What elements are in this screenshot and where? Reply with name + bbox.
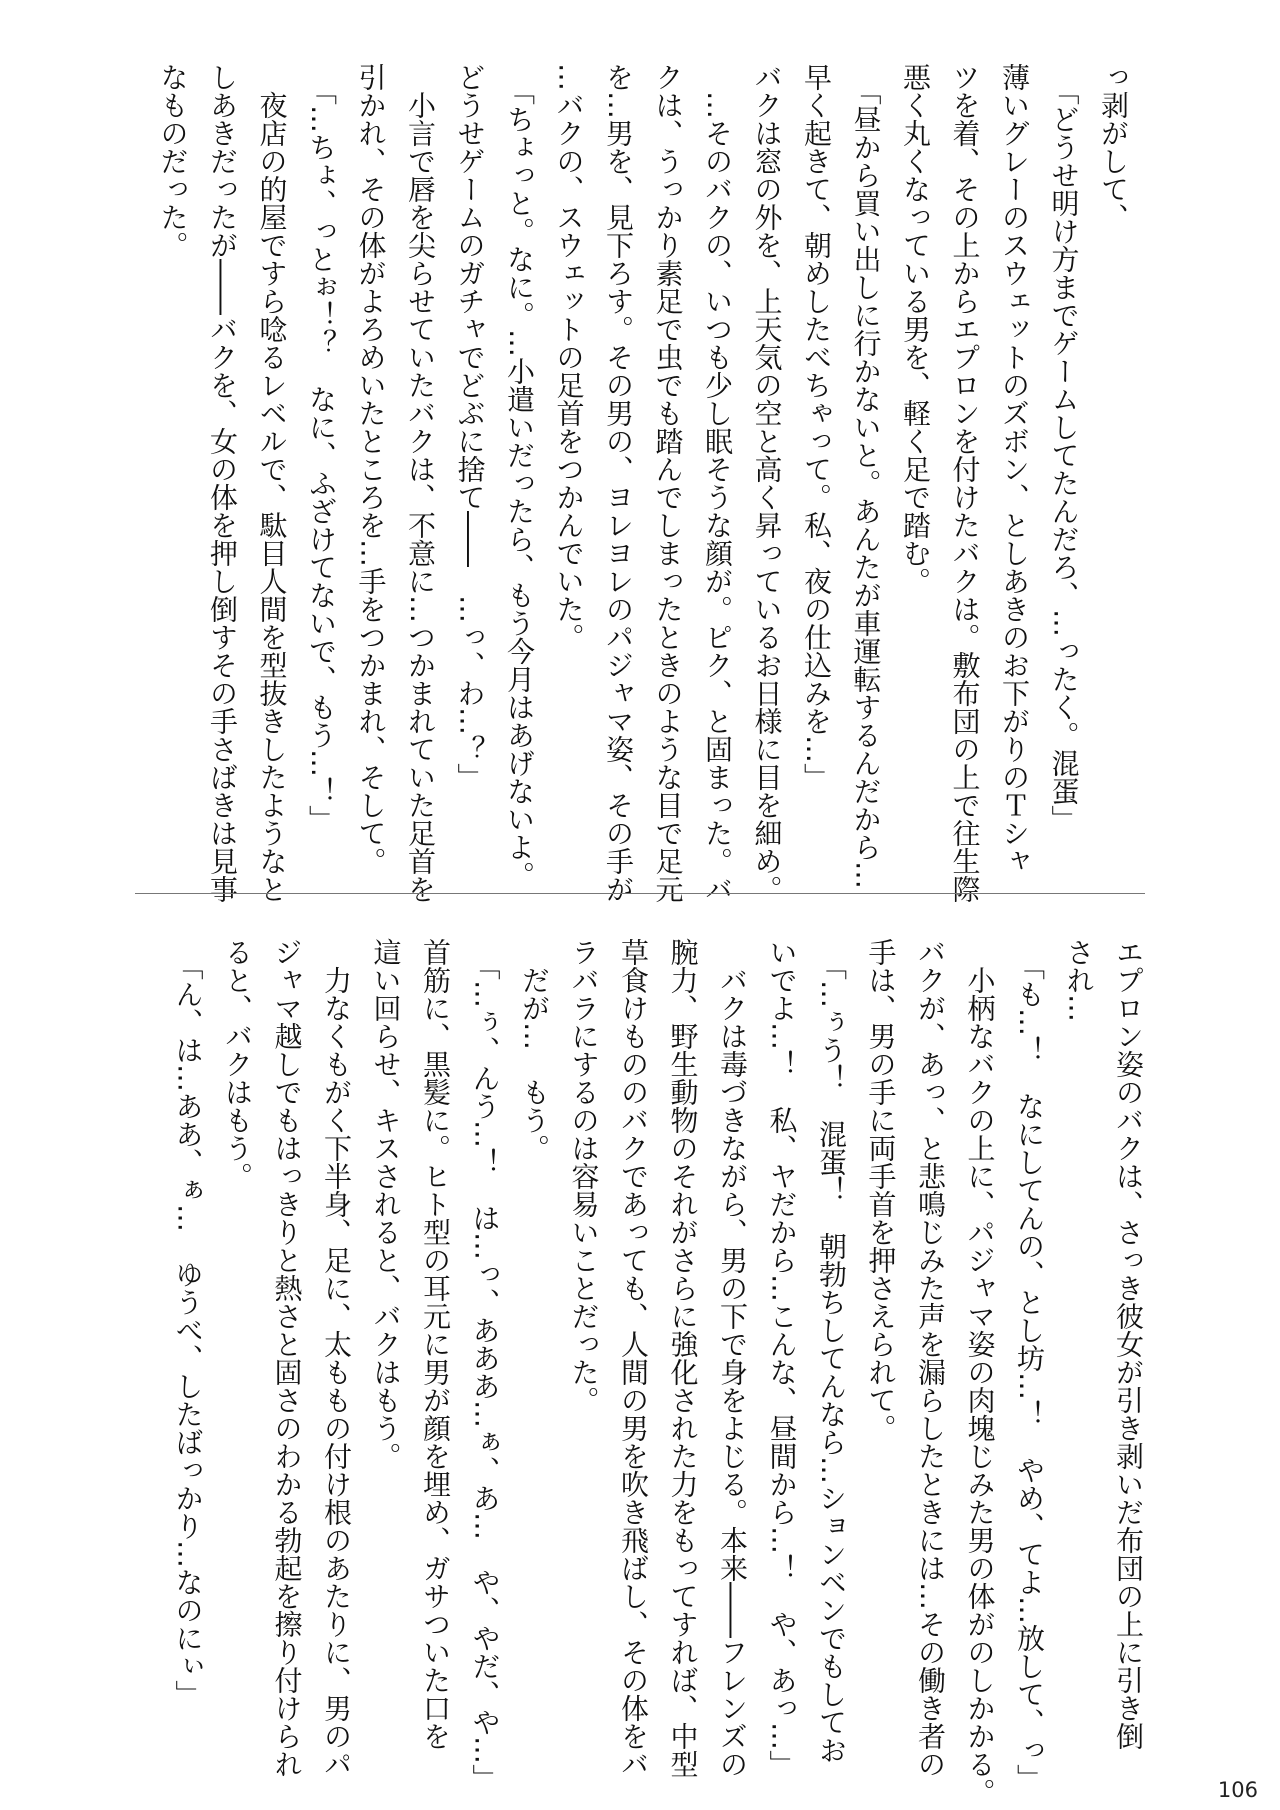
text-line: 「昼から買い出しに行かないと。あんたが車運転するんだから… [849, 63, 883, 889]
text-line: 「…ぅう！ 混蛋！ 朝勃ちしてんなら…ションベンでもしてお [815, 938, 848, 1764]
text-line: 這い回らせ、キスされると、バクはもう。 [369, 938, 403, 1470]
text-line: エプロン姿のバクは、さっき彼女が引き剥いだ布団の上に引き倒 [1112, 938, 1145, 1750]
text-line: 力なくもがく下半身、足に、太ももの付け根のあたりに、男のパ [320, 938, 353, 1778]
text-line: され… [1062, 938, 1096, 1022]
text-line: 夜店の的屋ですら唸るレベルで、駄目人間を型抜きしたようなと [255, 63, 289, 903]
text-line: 悪く丸くなっている男を、軽く足で踏む。 [899, 63, 932, 595]
text-line: 手は、男の手に両手首を押さえられて。 [864, 938, 898, 1442]
text-line: しあきだったが――バクを、女の体を押し倒すその手さばきは見事 [206, 63, 239, 903]
text-line: 小柄なバクの上に、パジャマ姿の肉塊じみた男の体がのしかかる。 [963, 938, 997, 1806]
text-line: …そのバクの、いつも少し眠そうな顔が。ピク、と固まった。バ [701, 63, 734, 903]
page-number: 106 [1217, 1778, 1258, 1802]
text-line: 「…ちょ、っとぉ！？ なに、ふざけてないで、もう…！」 [305, 63, 338, 833]
text-line: バクが、あっ、と悲鳴じみた声を漏らしたときには…その働き者の [914, 938, 947, 1778]
text-line: だが… もう。 [518, 938, 551, 1162]
top-text-block [148, 63, 1138, 903]
text-line: 「ん、は…ああ、ぁ… ゆうべ、したばっかり…なのにぃ」 [171, 938, 205, 1708]
text-line: ラバラにするのは容易いことだった。 [567, 938, 601, 1414]
text-line: ジャマ越しでもはっきりと熱さと固さのわかる勃起を擦り付けられ [270, 938, 304, 1778]
text-line: ると、バクはもう。 [221, 938, 254, 1190]
text-line: 引かれ、その体がよろめいたところを…手をつかまれ、そして。 [354, 63, 388, 875]
section-divider [135, 893, 1145, 894]
text-line: バクは窓の外を、上天気の空と高く昇っているお日様に目を細め。 [750, 63, 784, 903]
text-line: を…男を、見下ろす。その男の、ヨレヨレのパジャマ姿、その手が [602, 63, 635, 903]
text-line: 薄いグレーのスウェットのズボン、としあきのお下がりのＴシャ [998, 63, 1031, 875]
text-line: 「ちょっと。なに。…小遣いだったら、もう今月はあげないよ。 [503, 63, 536, 889]
text-line: 「…ぅ、んう…！ は…っ、あああ…ぁ、あ… や、やだ、や…」 [468, 938, 502, 1792]
text-line: バクは毒づきながら、男の下で身をよじる。本来――フレンズの [716, 938, 749, 1778]
text-line: クは、うっかり素足で虫でも踏んでしまったときのような目で足元 [651, 63, 685, 903]
text-line: いでよ…！ 私、ヤだから…こんな、昼間から…！ や、あっ…」 [765, 938, 799, 1778]
text-line: …バクの、スウェットの足首をつかんでいた。 [552, 63, 586, 651]
text-line: 首筋に、黒髪に。ヒト型の耳元に男が顔を埋め、ガサついた口を [419, 938, 452, 1750]
text-line: 「どうせ明け方までゲームしてたんだろ、…ったく。混蛋」 [1047, 63, 1081, 833]
text-line: 草食けもののバクであっても、人間の男を吹き飛ばし、その体をバ [617, 938, 650, 1778]
text-line: なものだった。 [156, 63, 190, 259]
text-line: ツを着、その上からエプロンを付けたバクは。敷布団の上で往生際 [948, 63, 982, 903]
text-line: 小言で唇を尖らせていたバクは、不意に…つかまれていた足首を [404, 63, 437, 903]
text-line: 「も…！ なにしてんの、とし坊…！ やめ、てよ…放して、っ」 [1013, 938, 1046, 1792]
text-line: 腕力、野生動物のそれがさらに強化された力をもってすれば、中型 [666, 938, 700, 1778]
bottom-text-block [163, 938, 1153, 1806]
text-line: っ剥がして、 [1097, 63, 1130, 231]
text-line: どうせゲームのガチャでどぶに捨て―― …っ、わ…？」 [453, 63, 487, 791]
text-line: 早く起きて、朝めしたべちゃって。私、夜の仕込みを…」 [800, 63, 833, 791]
